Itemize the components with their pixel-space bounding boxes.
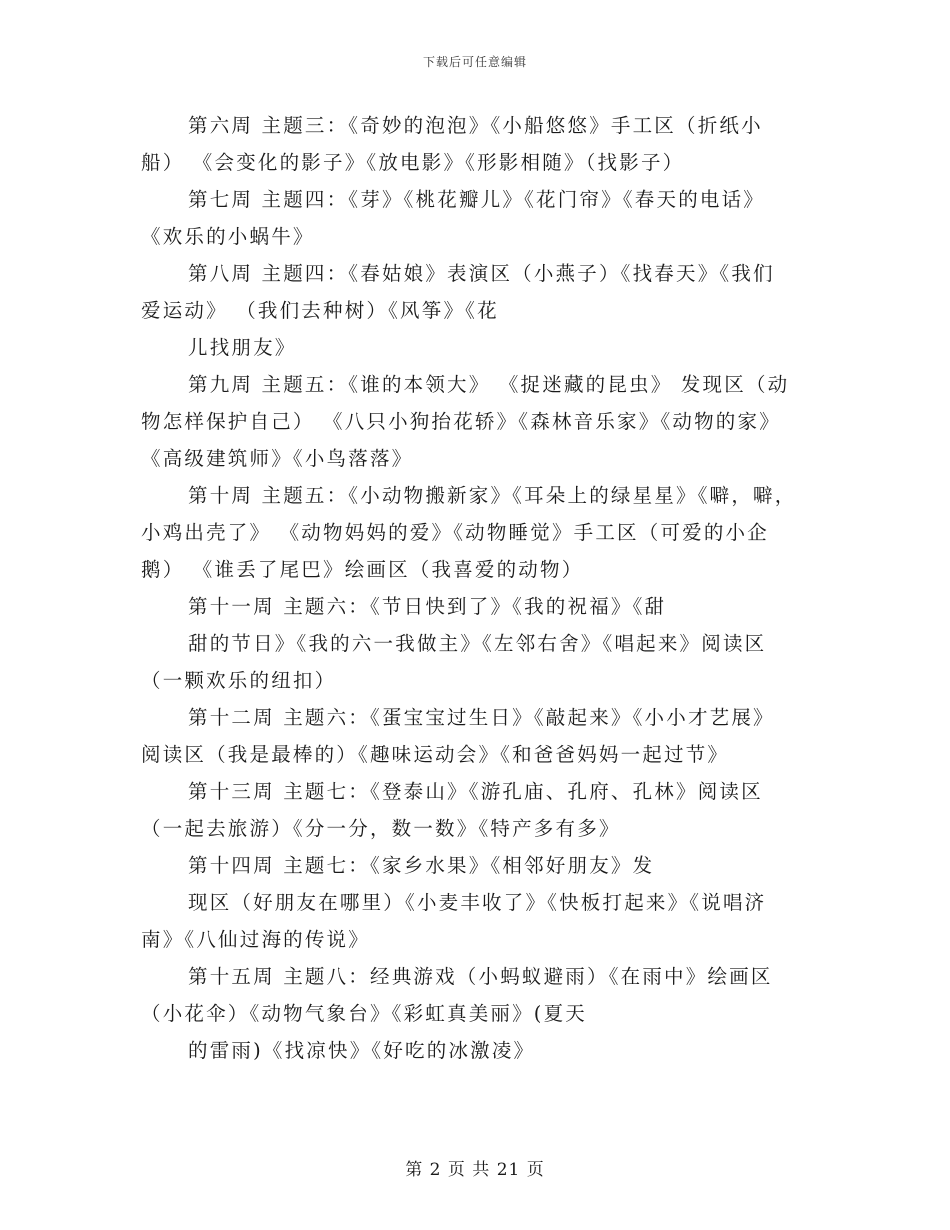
text-line: 第十五周 主题八：经典游戏（小蚂蚁避雨）《在雨中》绘画区 [188,965,773,988]
text-line: 小鸡出壳了》 《动物妈妈的爱》《动物睡觉》手工区（可爱的小企 [141,521,769,544]
text-line: （一颗欢乐的纽扣） [141,669,337,692]
text-line: 第十二周 主题六：《蛋宝宝过生日》《敲起来》《小小才艺展》 [188,706,775,729]
text-line: 阅读区（我是最棒的）《趣味运动会》《和爸爸妈妈一起过节》 [141,743,730,766]
text-line: 现区（好朋友在哪里）《小麦丰收了》《快板打起来》《说唱济 [188,891,767,914]
text-line: 的雷雨)《找凉快》《好吃的冰激凌》 [188,1039,536,1062]
text-line: 儿找朋友》 [188,336,297,359]
text-line: 第七周 主题四：《芽》《桃花瓣儿》《花门帘》《春天的电话》 [188,188,765,211]
text-line: （一起去旅游）《分一分，数一数》《特产多有多》 [141,817,621,840]
text-line: 船） 《会变化的影子》《放电影》《形影相随》（找影子） [141,151,685,174]
text-line: 第六周 主题三：《奇妙的泡泡》《小船悠悠》手工区（折纸小 [188,114,763,137]
page-footer: 第 2 页 共 21 页 [405,1160,545,1180]
text-line: 第十周 主题五：《小动物搬新家》《耳朵上的绿星星》《噼，噼， [188,484,797,507]
text-line: 《高级建筑师》《小鸟落落》 [141,447,414,470]
text-line: 第九周 主题五：《谁的本领大》 《捉迷藏的昆虫》 发现区（动 [188,373,790,396]
text-line: 物怎样保护自己） 《八只小狗抬花轿》《森林音乐家》《动物的家》 [141,410,781,433]
text-line: 第十一周 主题六：《节日快到了》《我的祝福》《甜 [188,595,667,618]
text-line: 爱运动》 （我们去种树）《风筝》《花 [141,299,499,322]
text-line: 第八周 主题四：《春姑娘》表演区（小燕子）《找春天》《我们 [188,262,775,285]
text-line: 南》《八仙过海的传说》 [141,928,370,951]
text-line: 第十四周 主题七：《家乡水果》《相邻好朋友》发 [188,854,655,877]
text-line: （小花伞）《动物气象台》《彩虹真美丽》(夏天 [141,1002,588,1025]
text-line: 第十三周 主题七：《登泰山》《游孔庙、孔府、孔林》阅读区 [188,780,763,803]
text-line: 《欢乐的小蜗牛》 [141,225,315,248]
text-line: 鹅） 《谁丢了尾巴》绘画区（我喜爱的动物） [141,558,584,581]
page-header: 下载后可任意编辑 [422,55,527,69]
text-line: 甜的节日》《我的六一我做主》《左邻右舍》《唱起来》阅读区 [188,632,767,655]
